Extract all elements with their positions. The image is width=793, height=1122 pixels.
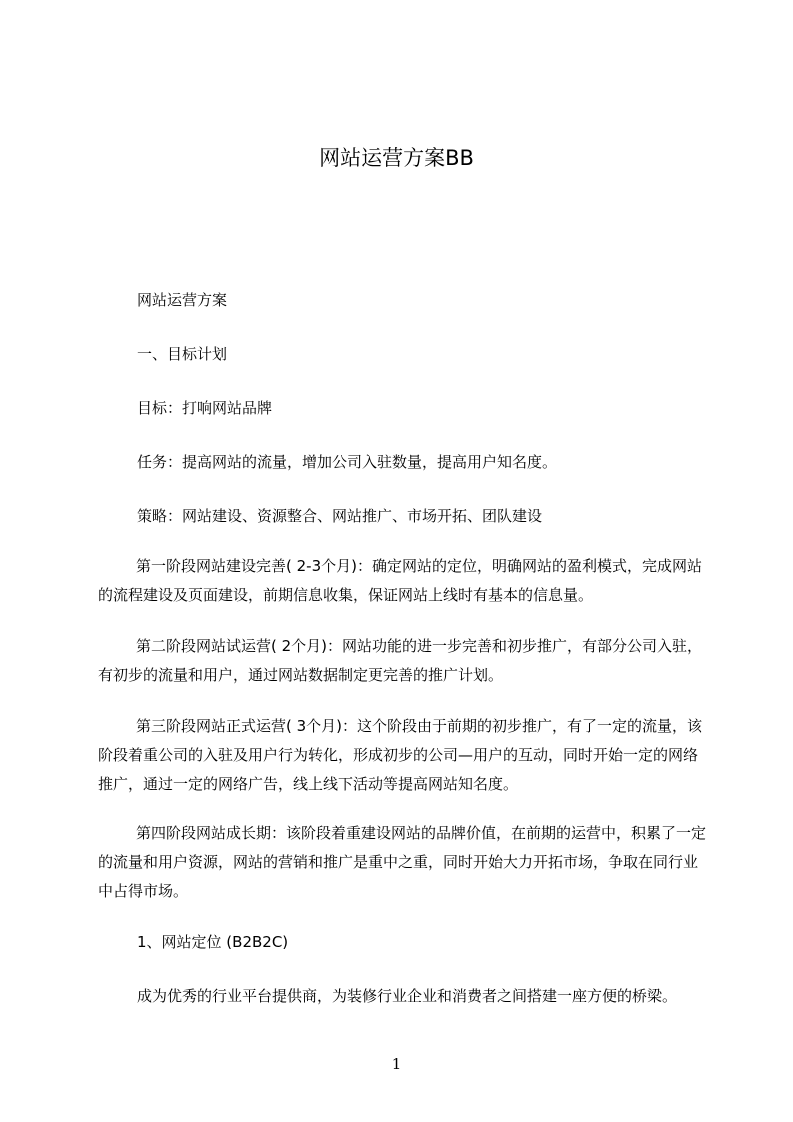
positioning-text: 成为优秀的行业平台提供商，为装修行业企业和消费者之间搭建一座方便的桥梁。 bbox=[137, 987, 678, 1005]
phase-2-text: 第二阶段网站试运营( 2个月)：网站功能的进一步完善和初步推广，有部分公司入驻，有初步的流量和用户，通过网站数据制定更完善的推广计划。 bbox=[98, 637, 703, 684]
section-heading: 网站运营方案 bbox=[137, 291, 228, 309]
goal-text: 目标：打响网站品牌 bbox=[137, 399, 273, 417]
document-title: 网站运营方案BB bbox=[319, 146, 474, 170]
section-1-title: 一、目标计划 bbox=[137, 345, 228, 363]
phase-1-text: 第一阶段网站建设完善( 2-3个月)：确定网站的定位，明确网站的盈利模式，完成网站的流程建设及页面建设，前期信息收集，保证网站上线时有基本的信息量。 bbox=[98, 557, 702, 604]
task-text: 任务：提高网站的流量，增加公司入驻数量，提高用户知名度。 bbox=[137, 453, 558, 471]
phase-3-paragraph bbox=[98, 712, 708, 799]
phase-1-paragraph bbox=[98, 552, 708, 610]
phase-3-text: 第三阶段网站正式运营( 3个月)：这个阶段由于前期的初步推广，有了一定的流量，该阶段着重公司的入驻及用户行为转化，形成初步的公司—用户的互动，同时开始一定的网络推广，通过一定的网络广告，线上线下活动等提高网站知名度。 bbox=[98, 717, 703, 793]
page-number: 1 bbox=[391, 1055, 402, 1073]
strategy-text: 策略：网站建设、资源整合、网站推广、市场开拓、团队建设 bbox=[137, 507, 543, 525]
phase-4-paragraph bbox=[98, 819, 708, 906]
subsection-1-title: 1、网站定位 (B2B2C) bbox=[137, 933, 289, 951]
phase-2-paragraph bbox=[98, 632, 708, 690]
phase-4-text: 第四阶段网站成长期：该阶段着重建设网站的品牌价值，在前期的运营中，积累了一定的流量和用户资源，网站的营销和推广是重中之重，同时开始大力开拓市场，争取在同行业中占得市场。 bbox=[98, 824, 707, 900]
